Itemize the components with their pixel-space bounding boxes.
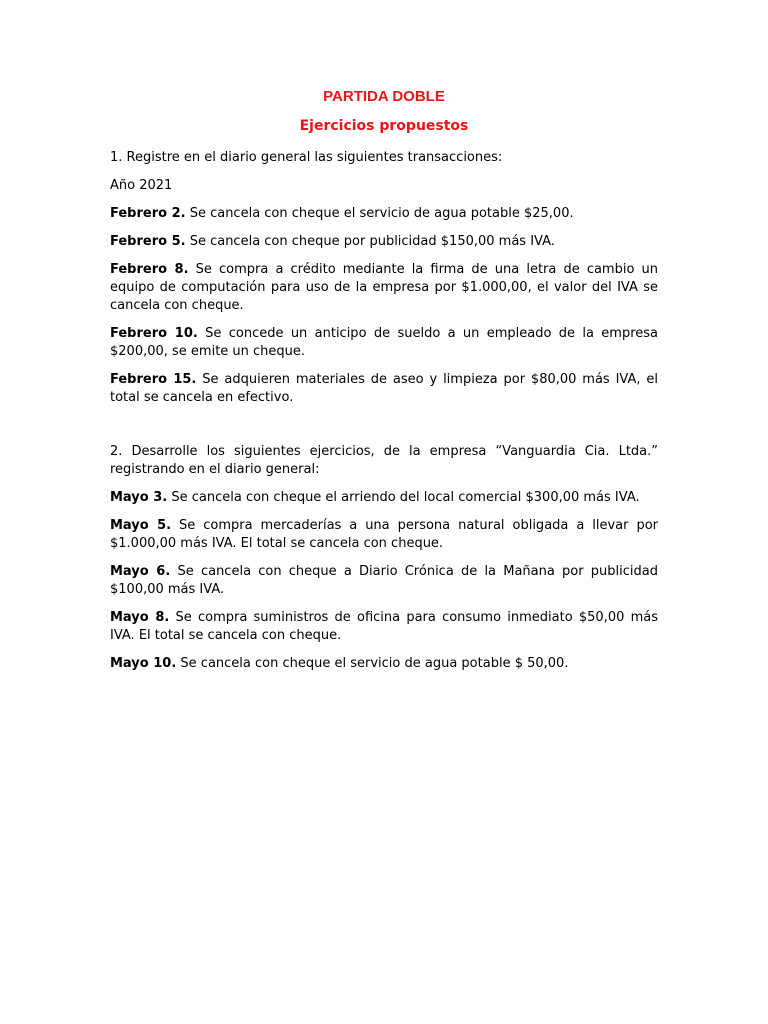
transaction-date: Mayo 8. <box>110 610 170 625</box>
transaction-date: Febrero 8. <box>110 262 189 277</box>
transaction-text: Se compra a crédito mediante la firma de una letra de cambio un equipo de computación para uso de la empresa por $1.000,00, el valor del IVA se cancela con cheque. <box>110 262 659 313</box>
document-title: PARTIDA DOBLE <box>323 88 445 105</box>
transaction-item <box>110 609 658 645</box>
transaction-item <box>110 325 658 361</box>
transaction-date: Mayo 6. <box>110 564 171 579</box>
transaction-item <box>110 261 658 315</box>
transaction-date: Febrero 5. <box>110 234 186 249</box>
section-spacer <box>110 417 658 443</box>
section2-instruction: 2. Desarrolle los siguientes ejercicios, de la empresa “Vanguardia Cia. Ltda.” registrando en el diario general: <box>110 444 658 477</box>
transaction-item <box>110 205 658 223</box>
transaction-text: Se compra suministros de oficina para consumo inmediato $50,00 más IVA. El total se cancela con cheque. <box>110 610 658 643</box>
transaction-item <box>110 371 658 407</box>
transaction-date: Febrero 15. <box>110 372 197 387</box>
transaction-date: Febrero 10. <box>110 326 198 341</box>
transaction-text: Se compra mercaderías a una persona natural obligada a llevar por $1.000,00 más IVA. El total se cancela con cheque. <box>110 518 658 551</box>
transaction-text: Se cancela con cheque el arriendo del local comercial $300,00 más IVA. <box>167 490 640 505</box>
transaction-text: Se cancela con cheque a Diario Crónica de la Mañana por publicidad $100,00 más IVA. <box>110 564 658 597</box>
document-subtitle: Ejercicios propuestos <box>299 118 469 134</box>
document-page <box>110 88 658 683</box>
transaction-text: Se cancela con cheque el servicio de agua potable $25,00. <box>185 206 574 221</box>
transaction-item <box>110 563 658 599</box>
section1-year: Año 2021 <box>110 178 173 193</box>
transaction-date: Mayo 5. <box>110 518 172 533</box>
transaction-text: Se cancela con cheque por publicidad $150,00 más IVA. <box>185 234 555 249</box>
transaction-text: Se cancela con cheque el servicio de agua potable $ 50,00. <box>176 656 569 671</box>
transaction-text: Se concede un anticipo de sueldo a un empleado de la empresa $200,00, se emite un cheque. <box>110 326 658 359</box>
transaction-date: Mayo 3. <box>110 490 168 505</box>
section1-instruction: 1. Registre en el diario general las siguientes transacciones: <box>110 150 503 165</box>
transaction-item <box>110 655 658 673</box>
transaction-item <box>110 517 658 553</box>
transaction-date: Mayo 10. <box>110 656 177 671</box>
transaction-text: Se adquieren materiales de aseo y limpieza por $80,00 más IVA, el total se cancela en efectivo. <box>110 372 658 405</box>
transaction-item <box>110 489 658 507</box>
transaction-date: Febrero 2. <box>110 206 186 221</box>
transaction-item <box>110 233 658 251</box>
